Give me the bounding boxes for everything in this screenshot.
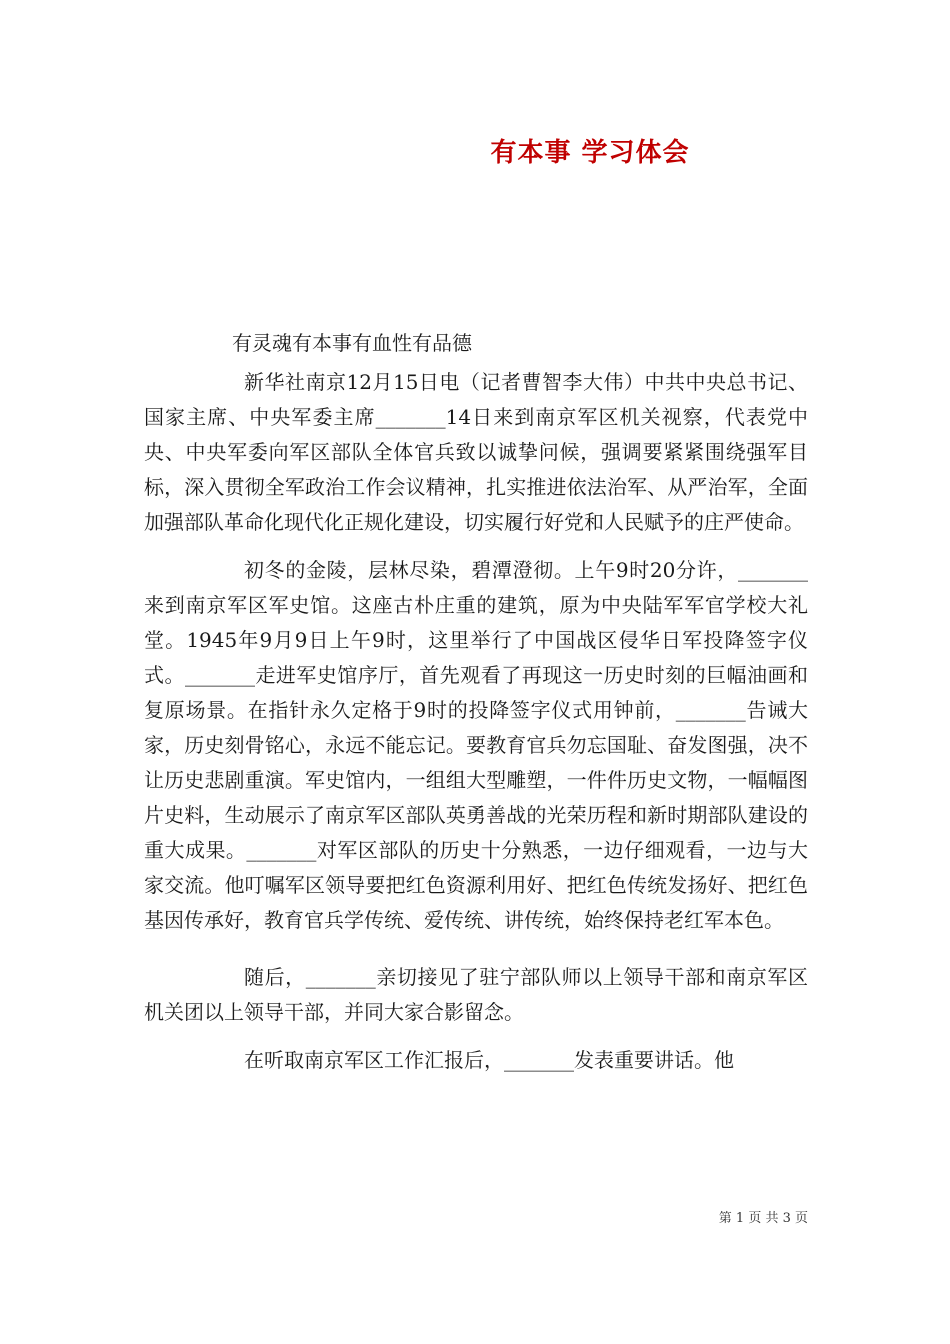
paragraph: 随后，_______亲切接见了驻宁部队师以上领导干部和南京军区机关团以上领导干部，并同大家合影留念。 (144, 965, 808, 1024)
document-subtitle: 有灵魂有本事有血性有品德 (232, 331, 472, 355)
paragraph: 在听取南京军区工作汇报后，_______发表重要讲话。他 (244, 1048, 734, 1072)
document-body (144, 365, 808, 1078)
page-number: 第 1 页 共 3 页 (718, 1211, 808, 1226)
paragraph: 新华社南京12月15日电（记者曹智李大伟）中共中央总书记、国家主席、中央军委主席_______14日来到南京军区机关视察，代表党中央、中央军委向军区部队全体官兵致以诚挚问候，强调要紧紧围绕强军目标，深入贯彻全军政治工作会议精神，扎实推进依法治军、从严治军，全面加强部队革命化现代化正规化建设，切实履行好党和人民赋予的庄严使命。 (144, 370, 808, 534)
document-title: 有本事 学习体会 (490, 138, 690, 168)
paragraph: 初冬的金陵，层林尽染，碧潭澄彻。上午9时20分许，_______来到南京军区军史馆。这座古朴庄重的建筑，原为中央陆军军官学校大礼堂。1945年9月9日上午9时，这里举行了中国战区侵华日军投降签字仪式。_______走进军史馆序厅，首先观看了再现这一历史时刻的巨幅油画和复原场景。在指针永久定格于9时的投降签字仪式用钟前，_______告诫大家，历史刻骨铭心，永远不能忘记。要教育官兵勿忘国耻、奋发图强，决不让历史悲剧重演。军史馆内，一组组大型雕塑，一件件历史文物，一幅幅图片史料，生动展示了南京军区部队英勇善战的光荣历程和新时期部队建设的重大成果。_______对军区部队的历史十分熟悉，一边仔细观看，一边与大家交流。他叮嘱军区领导要把红色资源利用好、把红色传统发扬好、把红色基因传承好，教育官兵学传统、爱传统、讲传统，始终保持老红军本色。 (144, 558, 808, 932)
